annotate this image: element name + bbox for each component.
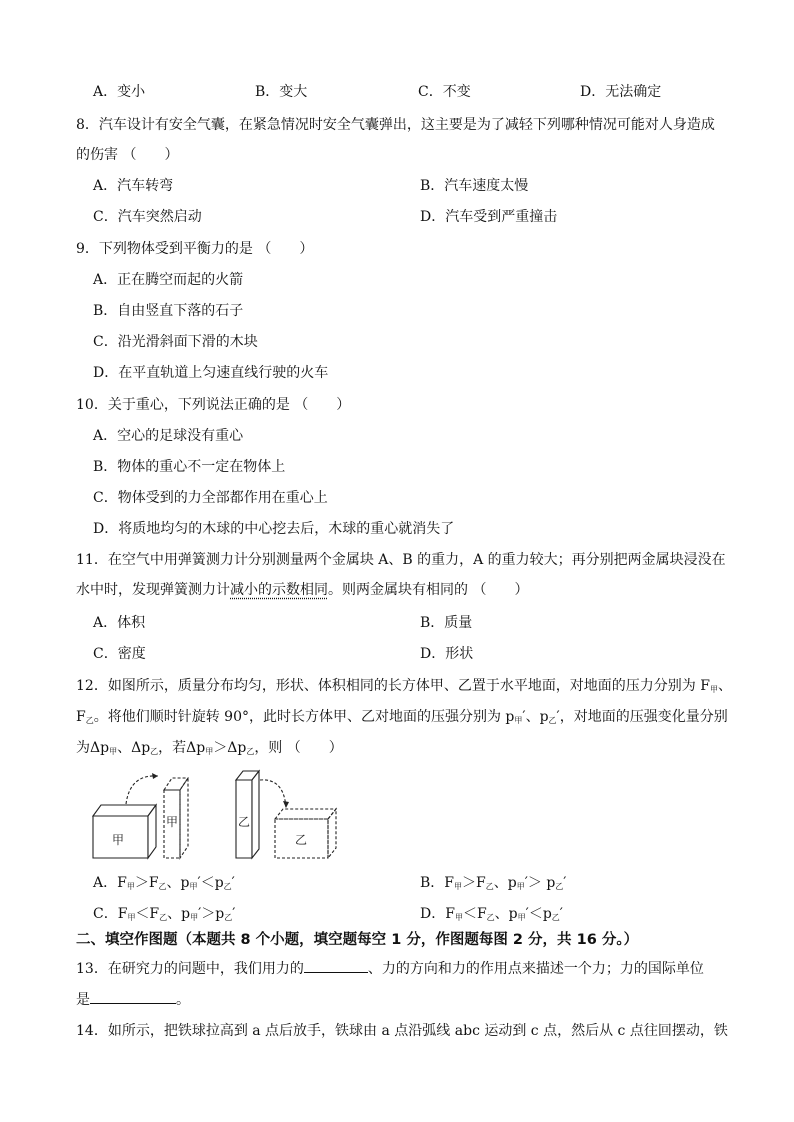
q11-option-d: D．形状 [420,646,474,662]
q10-option-c: C．物体受到的力全部都作用在重心上 [93,490,328,506]
opt-text: ＞F [462,875,486,891]
q12-line3-text: 为Δp [76,740,110,756]
opt-text: 、p [493,875,517,891]
q8-stem-line2: 的伤害 （ ） [76,147,179,163]
opt-text: ′ [563,875,567,891]
q11-stem-line2 [76,580,528,600]
label-jia-lying: 甲 [111,833,125,847]
q11-option-a: A．体积 [93,615,146,631]
opt-sub: 乙 [159,913,168,922]
q7-option-d: D．无法确定 [580,84,662,100]
opt-sub: 甲 [454,882,463,891]
q11-option-c: C．密度 [93,646,146,662]
q12-line3-text: ＞Δp [213,740,247,756]
opt-sub: 甲 [516,882,525,891]
q12-sub: 甲 [514,716,523,725]
opt-text: A．F [93,875,127,891]
q12-option-d [420,904,563,928]
opt-sub: 甲 [127,913,136,922]
q7-option-c: C．不变 [418,84,471,100]
q13-text: 。 [176,992,190,1008]
q12-option-a [93,873,235,897]
opt-text: D．F [420,906,455,922]
q11-line2-end: 。则两金属块有相同的 （ ） [328,582,529,598]
opt-text: ＞F [134,875,159,891]
opt-sub: 乙 [223,882,232,891]
q13-stem-line2 [76,989,190,1010]
q12-stem-line2 [76,707,728,731]
opt-sub: 乙 [224,913,233,922]
q8-option-c: C．汽车突然启动 [93,209,202,225]
opt-sub: 乙 [485,882,494,891]
opt-text: 、p [494,906,518,922]
q13-text: 、力的方向和力的作用点来描述一个力；力的国际单位 [367,961,704,977]
q9-stem: 9．下列物体受到平衡力的是 （ ） [76,241,314,257]
q12-stem-line1: 12．如图所示，质量分布均匀，形状、体积相同的长方体甲、乙置于水平地面，对地面的压力分别为 $F_甲$、 [76,678,732,694]
label-jia-standing: 甲 [165,815,179,829]
q12-line2-text: 。将他们顺时针旋转 90°，此时长方体甲、乙对地面的压强分别为 p [93,709,515,725]
q12-sub: 甲 [109,747,118,756]
q11-line2-start: 水中时，发现弹簧测力计 [76,582,230,598]
q8-option-d: D．汽车受到严重撞击 [420,209,558,225]
q13-blank-1[interactable] [304,958,368,973]
q13-blank-2[interactable] [90,989,176,1004]
q11-stem-line1: 11．在空气中用弹簧测力计分别测量两个金属块 A、B 的重力，A 的重力较大；再分别把两金属块浸没在 [76,552,726,568]
q7-option-a: A．变小 [93,84,146,100]
rotation-arrow-jia [126,776,158,804]
opt-sub: 乙 [486,913,495,922]
q12-line3-text: ，则 （ ） [254,740,343,756]
q12-sub: 乙 [246,747,255,756]
q10-stem: 10．关于重心，下列说法正确的是 （ ） [76,397,351,413]
q12-sub: 甲 [709,685,718,694]
opt-text: ＜F [135,906,160,922]
rotation-arrow-yi [260,780,286,808]
q8-stem-line1: 8．汽车设计有安全气囊，在紧急情况时安全气囊弹出，这主要是为了减轻下列哪种情况可能对人身造成 [76,117,715,133]
q12-line1-text: 12．如图所示，质量分布均匀，形状、体积相同的长方体甲、乙置于水平地面，对地面的压力分别为 F [76,678,710,694]
box-jia-lying [93,805,156,858]
opt-text: B．F [420,875,455,891]
q14-stem-line1: 14．如所示，把铁球拉高到 a 点后放手，铁球由 a 点沿弧线 abc 运动到 c 点，然后从 c 点往回摆动，铁 [76,1023,728,1039]
q12-sub: 甲 [205,747,214,756]
q12-line2-f: F [76,709,86,725]
q8-option-b: B．汽车速度太慢 [420,178,529,194]
opt-sub: 甲 [189,882,198,891]
q12-sub: 乙 [548,716,557,725]
opt-sub: 乙 [555,882,564,891]
opt-text: ′＞ p [524,875,556,891]
q13-text: 是 [76,992,90,1008]
opt-text: ′ [231,875,235,891]
q13-stem-line1 [76,958,704,979]
opt-sub: 乙 [551,913,560,922]
opt-sub: 甲 [517,913,526,922]
q9-option-c: C．沿光滑斜面下滑的木块 [93,334,258,350]
q12-line3-text: 、Δp [117,740,151,756]
opt-text: ′＜p [525,906,552,922]
section-heading: 二、填空作图题（本题共 8 个小题，填空题每空 1 分，作图题每图 2 分，共 16 分。） [76,932,639,948]
q12-line2-text: ′，对地面的压强变化量分别 [556,709,728,725]
opt-text: ′＜p [197,875,224,891]
q9-option-d: D．在平直轨道上匀速直线行驶的火车 [93,365,329,381]
label-yi-lying: 乙 [294,833,308,847]
opt-sub: 乙 [158,882,167,891]
label-yi-standing: 乙 [237,815,251,829]
opt-text: 、p [167,906,191,922]
q9-option-a: A．正在腾空而起的火箭 [93,272,244,288]
q12-line3-text: ，若Δp [158,740,206,756]
opt-sub: 甲 [454,913,463,922]
opt-text: C．F [93,906,128,922]
q11-option-b: B．质量 [420,615,473,631]
q10-option-d: D．将质地均匀的木球的中心挖去后，木球的重心就消失了 [93,521,455,537]
q10-option-b: B．物体的重心不一定在物体上 [93,459,286,475]
opt-text: 、p [166,875,190,891]
q12-option-b [420,873,566,897]
opt-text: ＜F [462,906,487,922]
q7-option-b: B．变大 [255,84,308,100]
q11-emphasis-text: 减小的示数相同 [230,582,328,598]
q8-option-a: A．汽车转弯 [93,178,174,194]
q12-stem-line3 [76,738,343,762]
opt-sub: 甲 [190,913,199,922]
opt-text: ′＞p [198,906,225,922]
q12-option-c [93,904,235,928]
q9-option-b: B．自由竖直下落的石子 [93,303,244,319]
q13-text: 13．在研究力的问题中，我们用力的 [76,961,304,977]
q12-sub: 乙 [150,747,159,756]
q10-option-a: A．空心的足球没有重心 [93,428,244,444]
q12-sub: 乙 [85,716,94,725]
q12-line2-text: ′、p [522,709,549,725]
opt-text: ′ [232,906,236,922]
opt-text: ′ [559,906,563,922]
opt-sub: 甲 [126,882,135,891]
q12-figure [88,764,348,864]
